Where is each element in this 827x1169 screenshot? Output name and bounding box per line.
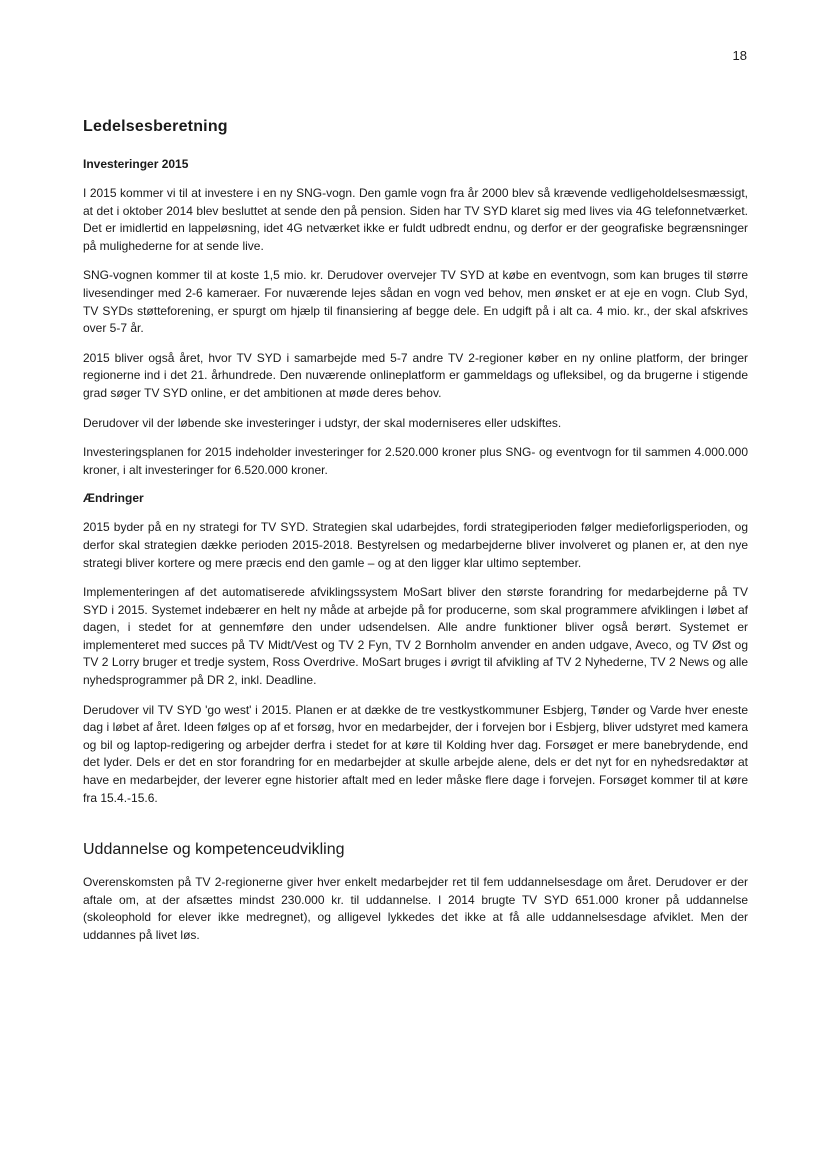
section-heading-aendringer: Ændringer: [83, 491, 144, 506]
paragraph: SNG-vognen kommer til at koste 1,5 mio. kr. Derudover overvejer TV SYD at købe en eventvogn, som kan bruges til større livesendinger med 2-6 kameraer. For nuværende lejes sådan en vogn ved behov, men ønsket er at eje en vogn. Club Syd, TV SYDs støtteforening, er spurgt om hjælp til finansiering af begge dele. En udgift på i alt ca. 4 mio. kr., der skal afskrives over 5-7 år.: [83, 268, 748, 336]
section-heading-uddannelse: Uddannelse og kompetenceudvikling: [83, 841, 345, 859]
paragraph: Derudover vil TV SYD 'go west' i 2015. Planen er at dække de tre vestkystkommuner Esbjerg, Tønder og Varde hver eneste dag i løbet af året. Ideen følges op af et forsøg, hvor en medarbejder, der i forvejen bor i Esbjerg, bliver udstyret med kamera og bil og laptop-redigering og arbejder derfra i stedet for at køre til Kolding hver dag. Forsøget er mere banebrydende, end det lyder. Dels er det en stor forandring for en medarbejder at skulle arbejde alene, dels er det nyt for en nyhedsredaktør at have en medarbejder, der leverer egne historier aftalt med en leder måske flere dage i forvejen. Forsøget kommer til at køre fra 15.4.-15.6.: [83, 702, 748, 805]
section-heading-investeringer: Investeringer 2015: [83, 157, 189, 171]
paragraph: Implementeringen af det automatiserede afviklingssystem MoSart bliver den største forandring for medarbejderne på TV SYD i 2015. Systemet indebærer en helt ny måde at arbejde på for producerne, som skal programmere afviklingen i løbet af dagen, i stedet for at gennemføre den under udsendelsen. Alle andre funktioner bliver også berørt. Systemet er implementeret med succes på TV Midt/Vest og TV 2 Fyn, TV 2 Bornholm anvender en anden udgave, Aveco, og TV Øst og TV 2 Lorry bruger et tredje system, Ross Overdrive. MoSart bruges i øvrigt til afvikling af TV 2 Nyhederne, TV 2 News og alle nyhedsprogrammer på DR 2, inkl. Deadline.: [83, 585, 748, 688]
paragraph: Overenskomsten på TV 2-regionerne giver hver enkelt medarbejder ret til fem uddannelsesdage om året. Derudover er der aftale om, at der afsættes mindst 230.000 kr. til uddannelse. I 2014 brugte TV SYD 651.000 kroner på uddannelse (skoleophold for elever ikke medregnet), og alligevel lykkedes det ikke at få alle uddannelsesdage afviklet. Men der uddannes på livet løs.: [83, 875, 748, 942]
page-title: Ledelsesberetning: [83, 118, 228, 135]
paragraph: I 2015 kommer vi til at investere i en ny SNG-vogn. Den gamle vogn fra år 2000 blev så krævende vedligeholdelsesmæssigt, at det i oktober 2014 blev besluttet at sende den på pension. Siden har TV SYD klaret sig med lives via 4G telefonnetværket. Det er imidlertid en lappeløsning, idet 4G netværket ikke er fuldt udbredt endnu, og derfor er der geografiske begrænsninger på mulighederne for at sende live.: [83, 186, 748, 253]
paragraph: 2015 byder på en ny strategi for TV SYD. Strategien skal udarbejdes, fordi strategiperioden følger medieforligsperioden, og derfor skal strategien dække perioden 2015-2018. Bestyrelsen og medarbejderne bliver involveret og planen er, at den nye strategi bliver kortere og mere præcis end den gamle – og at den ligger klar ultimo september.: [83, 520, 748, 570]
paragraph: Derudover vil der løbende ske investeringer i udstyr, der skal moderniseres eller udskiftes.: [83, 415, 562, 430]
paragraph: 2015 bliver også året, hvor TV SYD i samarbejde med 5-7 andre TV 2-regioner køber en ny online platform, der bringer regionerne ind i det 21. århundrede. Den nuværende onlineplatform er gammeldags og ufleksibel, og da brugerne i stigende grad søger TV SYD online, er det ambitionen at møde deres behov.: [83, 350, 748, 400]
paragraph: Investeringsplanen for 2015 indeholder investeringer for 2.520.000 kroner plus SNG- og eventvogn for til sammen 4.000.000 kroner, i alt investeringer for 6.520.000 kroner.: [83, 445, 748, 477]
document-body: [83, 118, 748, 957]
page-number: 18: [732, 48, 747, 63]
